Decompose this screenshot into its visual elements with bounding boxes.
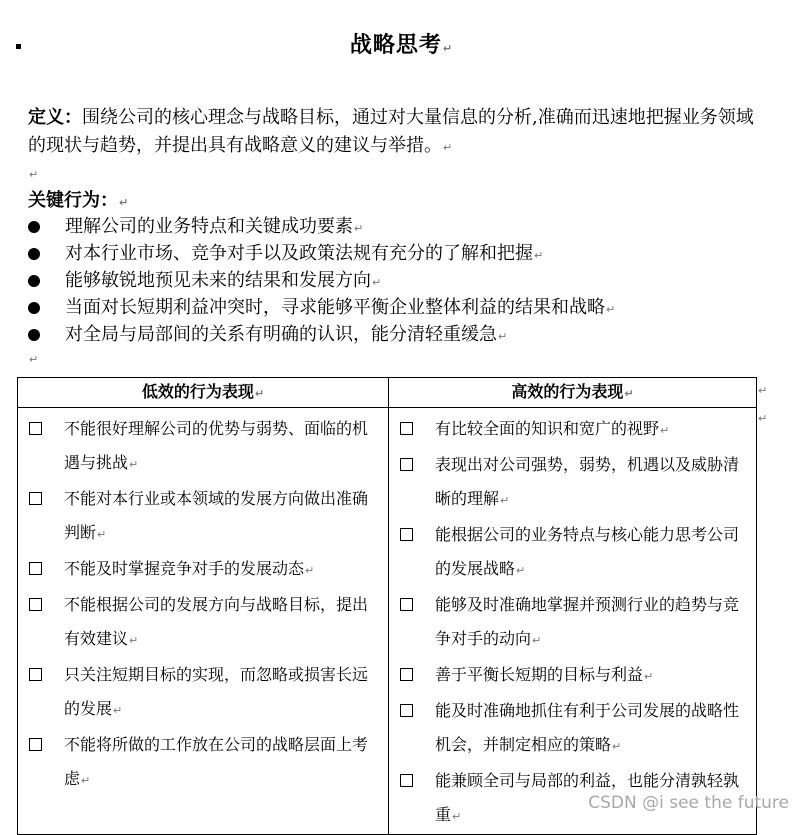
row-end-mark: ↵ [758,384,768,397]
table-row: 不能根据公司的发展方向与战略目标，提出有效建议↵ [18,588,388,658]
bullet-icon [28,302,40,314]
bullet-icon [28,221,40,233]
checkbox-icon [29,422,42,435]
table-row: 能根据公司的业务特点与核心能力思考公司的发展战略↵ [389,518,756,588]
bullet-icon [28,329,40,341]
high-effect-cell [389,408,757,835]
empty-paragraph-mark: ↵ [29,168,39,181]
checkbox-icon [29,562,42,575]
key-behaviors-heading: 关键行为：↵ [28,190,129,211]
definition-text: 围绕公司的核心理念与战略目标，通过对大量信息的分析,准确而迅速地把握业务领域的现状与趋势，并提出具有战略意义的建议与举措。 [28,107,754,156]
table-row: 不能对本行业或本领域的发展方向做出准确判断↵ [18,482,388,552]
list-item: 能够敏锐地预见未来的结果和发展方向↵ [28,267,615,294]
definition-label: 定义： [28,107,82,128]
checkbox-icon [29,598,42,611]
list-item: 理解公司的业务特点和关键成功要素↵ [28,213,615,240]
checkbox-icon [400,598,413,611]
empty-paragraph-mark: ↵ [29,353,39,366]
table-row: 能及时准确地抓住有利于公司发展的战略性机会，并制定相应的策略↵ [389,694,756,764]
row-end-mark: ↵ [758,412,768,425]
high-effect-header: 高效的行为表现↵ [389,378,757,408]
checkbox-icon [400,774,413,787]
table-row: 只关注短期目标的实现，而忽略或损害长远的发展↵ [18,658,388,728]
bullet-icon [28,275,40,287]
low-effect-header: 低效的行为表现↵ [18,378,389,408]
table-row: 能兼顾全司与局部的利益，也能分清孰轻孰重↵ [389,764,756,834]
checkbox-icon [400,422,413,435]
table-row: 有比较全面的知识和宽广的视野↵ [389,412,756,448]
checkbox-icon [29,492,42,505]
checkbox-icon [29,668,42,681]
list-item: 对全局与局部间的关系有明确的认识，能分清轻重缓急↵ [28,321,615,348]
checkbox-icon [400,668,413,681]
watermark: CSDN @i see the future [588,793,789,813]
checkbox-icon [400,458,413,471]
key-behaviors-list [28,213,615,348]
list-item: 对本行业市场、竞争对手以及政策法规有充分的了解和把握↵ [28,240,615,267]
table-row: 不能将所做的工作放在公司的战略层面上考虑↵ [18,728,388,798]
definition-paragraph: 定义：围绕公司的核心理念与战略目标，通过对大量信息的分析,准确而迅速地把握业务领域的现状与趋势，并提出具有战略意义的建议与举措。↵ [28,107,754,156]
list-item: 当面对长短期利益冲突时，寻求能够平衡企业整体利益的结果和战略↵ [28,294,615,321]
low-effect-cell [18,408,389,835]
table-row: 不能及时掌握竞争对手的发展动态↵ [18,552,388,588]
checkbox-icon [400,704,413,717]
table-row: 能够及时准确地掌握并预测行业的趋势与竞争对手的动向↵ [389,588,756,658]
checkbox-icon [29,738,42,751]
bullet-icon [28,248,40,260]
table-row: 表现出对公司强势，弱势，机遇以及威胁清晰的理解↵ [389,448,756,518]
checkbox-icon [400,528,413,541]
behavior-table [17,377,757,835]
page-title: 战略思考↵ [349,33,454,58]
table-row: 善于平衡长短期的目标与利益↵ [389,658,756,694]
table-row: 不能很好理解公司的优势与弱势、面临的机遇与挑战↵ [18,412,388,482]
